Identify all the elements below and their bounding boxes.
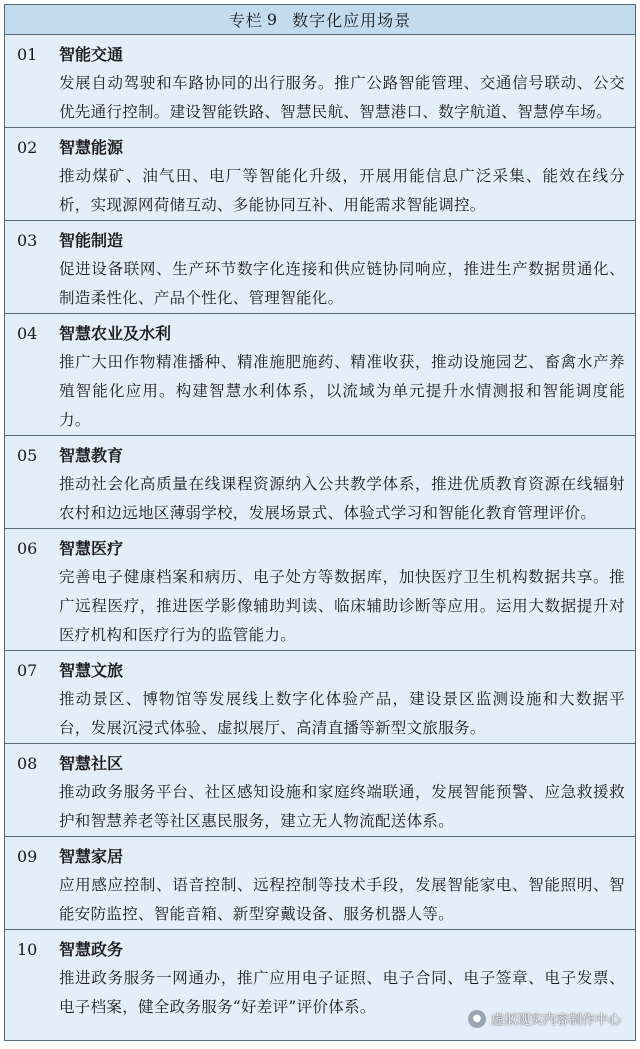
scenario-item xyxy=(5,221,635,314)
scenario-item xyxy=(5,35,635,128)
scenario-text: 应用感应控制、语音控制、远程控制等技术手段，发展智能家电、智能照明、智能安防监控、智能音箱、新型穿戴设备、服务机器人等。 xyxy=(59,876,625,923)
scenario-text: 推动景区、博物馆等发展线上数字化体验产品，建设景区监测设施和大数据平台，发展沉浸式体验、虚拟展厅、高清直播等新型文旅服务。 xyxy=(59,690,625,737)
scenario-index: 07 xyxy=(17,661,38,680)
scenario-index: 03 xyxy=(17,231,38,250)
scenario-text: 推进政务服务一网通办，推广应用电子证照、电子合同、电子签章、电子发票、电子档案，健全政务服务“好差评”评价体系。 xyxy=(59,969,625,1016)
scenario-title: 智慧能源 xyxy=(59,138,124,157)
scenario-title: 智慧社区 xyxy=(59,754,124,773)
scenario-title: 智慧教育 xyxy=(59,446,124,465)
scenario-text: 推动煤矿、油气田、电厂等智能化升级，开展用能信息广泛采集、能效在线分析，实现源网荷储互动、多能协同互补、用能需求智能调控。 xyxy=(59,167,625,214)
scenario-text: 发展自动驾驶和车路协同的出行服务。推广公路智能管理、交通信号联动、公交优先通行控制。建设智能铁路、智慧民航、智慧港口、数字航道、智慧停车场。 xyxy=(59,74,625,121)
watermark-logo-icon: ● xyxy=(468,1010,486,1028)
column-panel xyxy=(4,4,636,1041)
scenario-text: 促进设备联网、生产环节数字化连接和供应链协同响应，推进生产数据贯通化、制造柔性化、产品个性化、管理智能化。 xyxy=(59,260,625,307)
scenario-index: 02 xyxy=(17,138,38,157)
scenario-text: 推动政务服务平台、社区感知设施和家庭终端联通，发展智能预警、应急救援救护和智慧养老等社区惠民服务，建立无人物流配送体系。 xyxy=(59,783,625,830)
column-title: 数字化应用场景 xyxy=(292,11,412,30)
scenario-text: 推广大田作物精准播种、精准施肥施药、精准收获，推动设施园艺、畜禽水产养殖智能化应用。构建智慧水利体系，以流域为单元提升水情测报和智能调度能力。 xyxy=(59,353,625,429)
scenario-title: 智慧政务 xyxy=(59,940,124,959)
scenario-index: 10 xyxy=(17,940,38,959)
scenario-index: 01 xyxy=(17,45,38,64)
scenario-item xyxy=(5,837,635,930)
scenario-item xyxy=(5,436,635,529)
scenario-index: 09 xyxy=(17,847,38,866)
scenario-list xyxy=(5,35,635,1022)
scenario-item xyxy=(5,744,635,837)
scenario-item xyxy=(5,529,635,651)
scenario-index: 06 xyxy=(17,539,38,558)
scenario-text: 完善电子健康档案和病历、电子处方等数据库，加快医疗卫生机构数据共享。推广远程医疗，推进医学影像辅助判读、临床辅助诊断等应用。运用大数据提升对医疗机构和医疗行为的监管能力。 xyxy=(59,568,625,644)
scenario-index: 05 xyxy=(17,446,38,465)
column-header xyxy=(5,5,635,35)
scenario-text: 推动社会化高质量在线课程资源纳入公共教学体系，推进优质教育资源在线辐射农村和边远地区薄弱学校，发展场景式、体验式学习和智能化教育管理评价。 xyxy=(59,475,625,522)
watermark xyxy=(468,1009,621,1028)
watermark-text: 虚拟现实内容制作中心 xyxy=(490,1013,621,1028)
scenario-index: 08 xyxy=(17,754,38,773)
scenario-title: 智能交通 xyxy=(59,45,124,64)
column-label: 专栏 xyxy=(228,11,263,30)
scenario-title: 智慧农业及水利 xyxy=(59,324,172,343)
scenario-item xyxy=(5,314,635,436)
scenario-title: 智能制造 xyxy=(59,231,124,250)
scenario-item xyxy=(5,651,635,744)
scenario-index: 04 xyxy=(17,324,38,343)
scenario-title: 智慧家居 xyxy=(59,847,124,866)
scenario-title: 智慧文旅 xyxy=(59,661,124,680)
scenario-title: 智慧医疗 xyxy=(59,539,124,558)
scenario-item xyxy=(5,128,635,221)
column-number: 9 xyxy=(266,10,279,29)
